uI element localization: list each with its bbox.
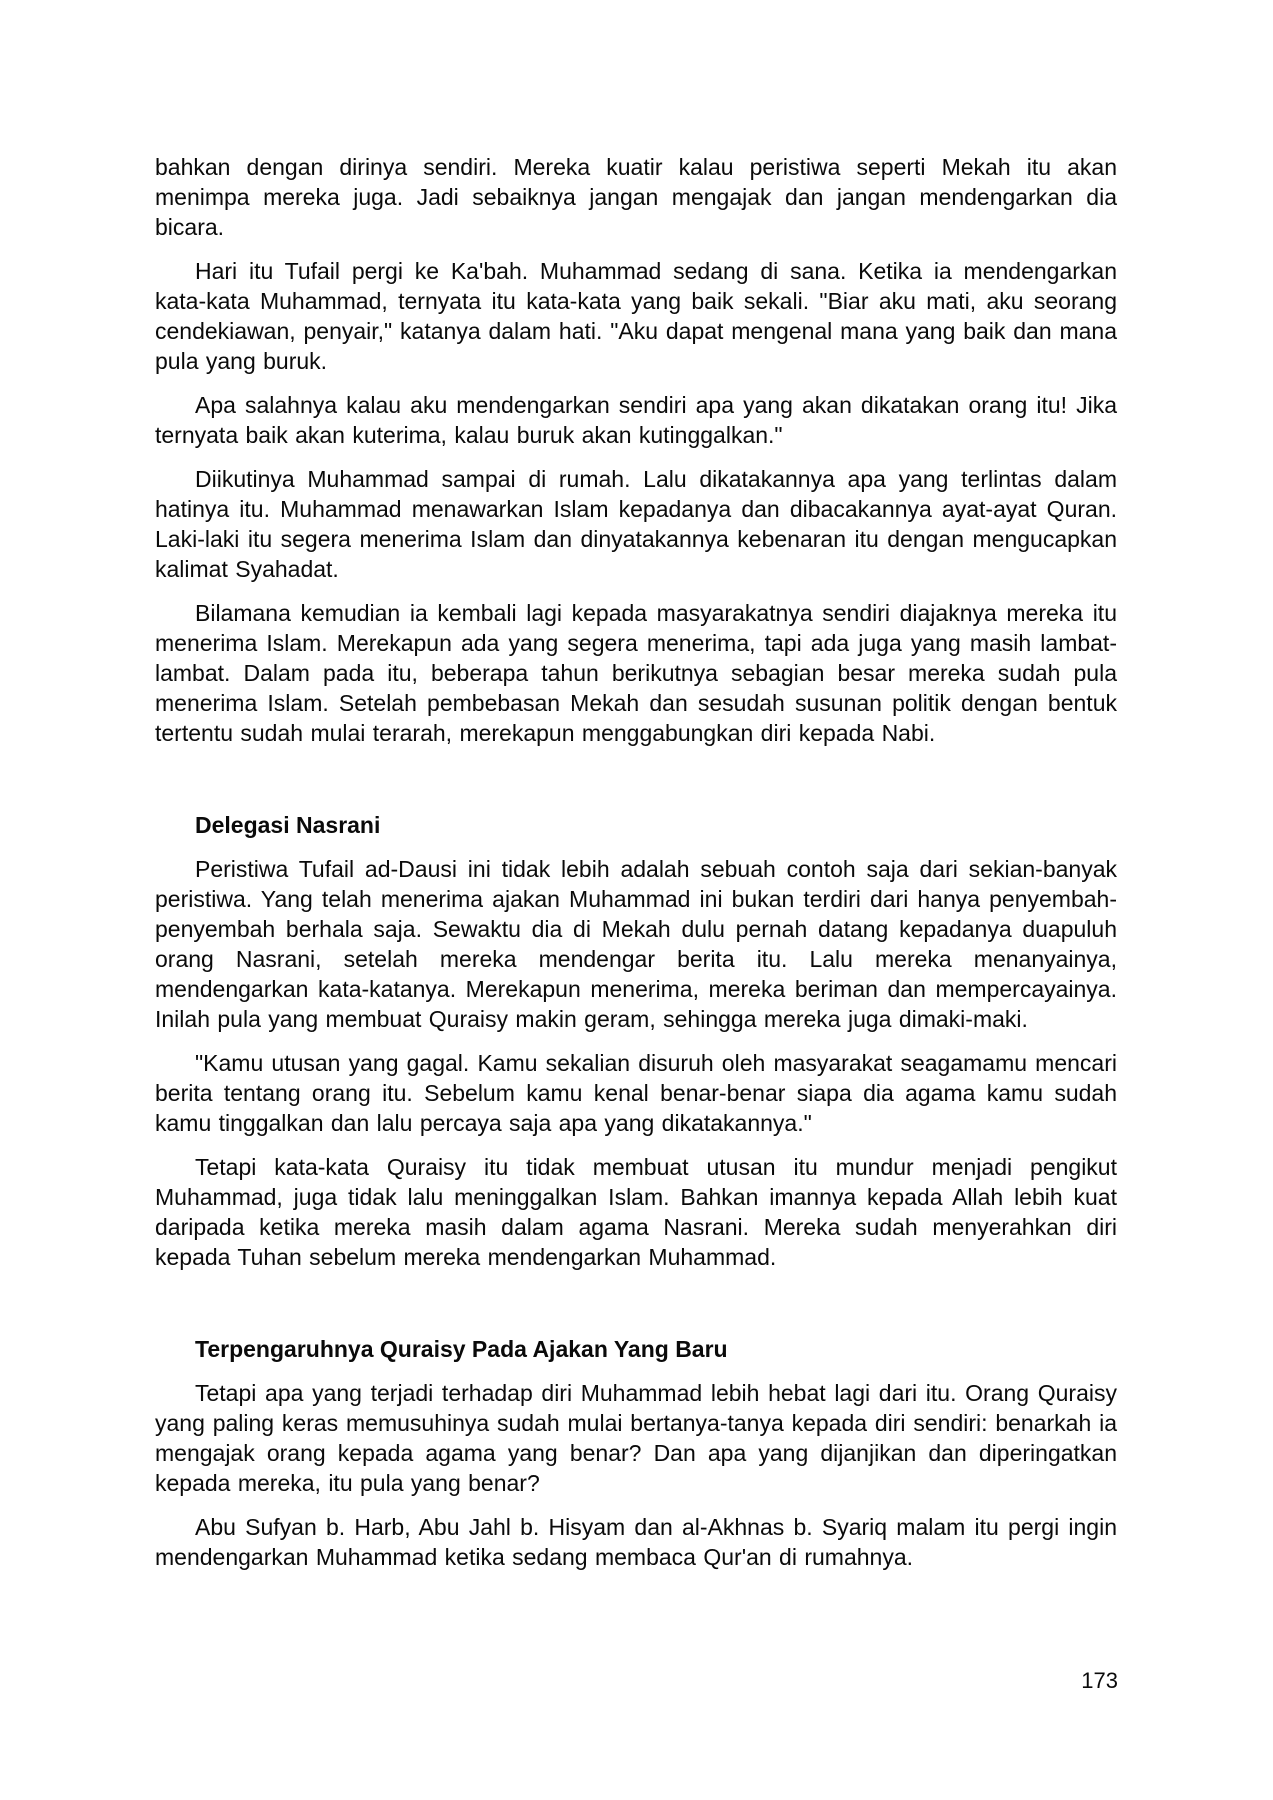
paragraph: Tetapi apa yang terjadi terhadap diri Muhammad lebih hebat lagi dari itu. Orang Quraisy yang paling keras memusuhinya sudah mulai bertanya-tanya kepada diri sendiri: benarkah ia mengajak orang kepada agama yang benar? Dan apa yang dijanjikan dan diperingatkan kepada mereka, itu pula yang benar? — [155, 1380, 1117, 1496]
paragraph: Bilamana kemudian ia kembali lagi kepada masyarakatnya sendiri diajaknya mereka itu menerima Islam. Merekapun ada yang segera menerima, tapi ada juga yang masih lambat-lambat. Dalam pada itu, beberapa tahun berikutnya sebagian besar mereka sudah pula menerima Islam. Setelah pembebasan Mekah dan sesudah susunan politik dengan bentuk tertentu sudah mulai terarah, merekapun menggabungkan diri kepada Nabi. — [155, 600, 1117, 746]
section-heading-terpengaruhnya-quraisy: Terpengaruhnya Quraisy Pada Ajakan Yang Baru — [195, 1336, 728, 1362]
paragraph: Diikutinya Muhammad sampai di rumah. Lalu dikatakannya apa yang terlintas dalam hatinya itu. Muhammad menawarkan Islam kepadanya dan dibacakannya ayat-ayat Quran. Laki-laki itu segera menerima Islam dan dinyatakannya kebenaran itu dengan mengucapkan kalimat Syahadat. — [155, 466, 1117, 582]
paragraph: Tetapi kata-kata Quraisy itu tidak membuat utusan itu mundur menjadi pengikut Muhammad, juga tidak lalu meninggalkan Islam. Bahkan imannya kepada Allah lebih kuat daripada ketika mereka masih dalam agama Nasrani. Mereka sudah menyerahkan diri kepada Tuhan sebelum mereka mendengarkan Muhammad. — [155, 1154, 1117, 1270]
page-number: 173 — [1081, 1668, 1118, 1693]
paragraph: "Kamu utusan yang gagal. Kamu sekalian disuruh oleh masyarakat seagamamu mencari berita tentang orang itu. Sebelum kamu kenal benar-benar siapa dia agama kamu sudah kamu tinggalkan dan lalu percaya saja apa yang dikatakannya." — [155, 1050, 1117, 1136]
text-column — [155, 152, 1117, 1586]
paragraph: bahkan dengan dirinya sendiri. Mereka kuatir kalau peristiwa seperti Mekah itu akan menimpa mereka juga. Jadi sebaiknya jangan mengajak dan jangan mendengarkan dia bicara. — [155, 154, 1117, 240]
section-heading-delegasi-nasrani: Delegasi Nasrani — [195, 812, 381, 838]
paragraph: Peristiwa Tufail ad-Dausi ini tidak lebih adalah sebuah contoh saja dari sekian-banyak peristiwa. Yang telah menerima ajakan Muhammad ini bukan terdiri dari hanya penyembah-penyembah berhala saja. Sewaktu dia di Mekah dulu pernah datang kepadanya duapuluh orang Nasrani, setelah mereka mendengar berita itu. Lalu mereka menanyainya, mendengarkan kata-katanya. Merekapun menerima, mereka beriman dan mempercayainya. Inilah pula yang membuat Quraisy makin geram, sehingga mereka juga dimaki-maki. — [155, 856, 1117, 1032]
paragraph: Apa salahnya kalau aku mendengarkan sendiri apa yang akan dikatakan orang itu! Jika ternyata baik akan kuterima, kalau buruk akan kutinggalkan." — [155, 392, 1117, 448]
paragraph: Abu Sufyan b. Harb, Abu Jahl b. Hisyam dan al-Akhnas b. Syariq malam itu pergi ingin mendengarkan Muhammad ketika sedang membaca Qur'an di rumahnya. — [155, 1514, 1117, 1570]
paragraph: Hari itu Tufail pergi ke Ka'bah. Muhammad sedang di sana. Ketika ia mendengarkan kata-kata Muhammad, ternyata itu kata-kata yang baik sekali. "Biar aku mati, aku seorang cendekiawan, penyair," katanya dalam hati. "Aku dapat mengenal mana yang baik dan mana pula yang buruk. — [155, 258, 1117, 374]
